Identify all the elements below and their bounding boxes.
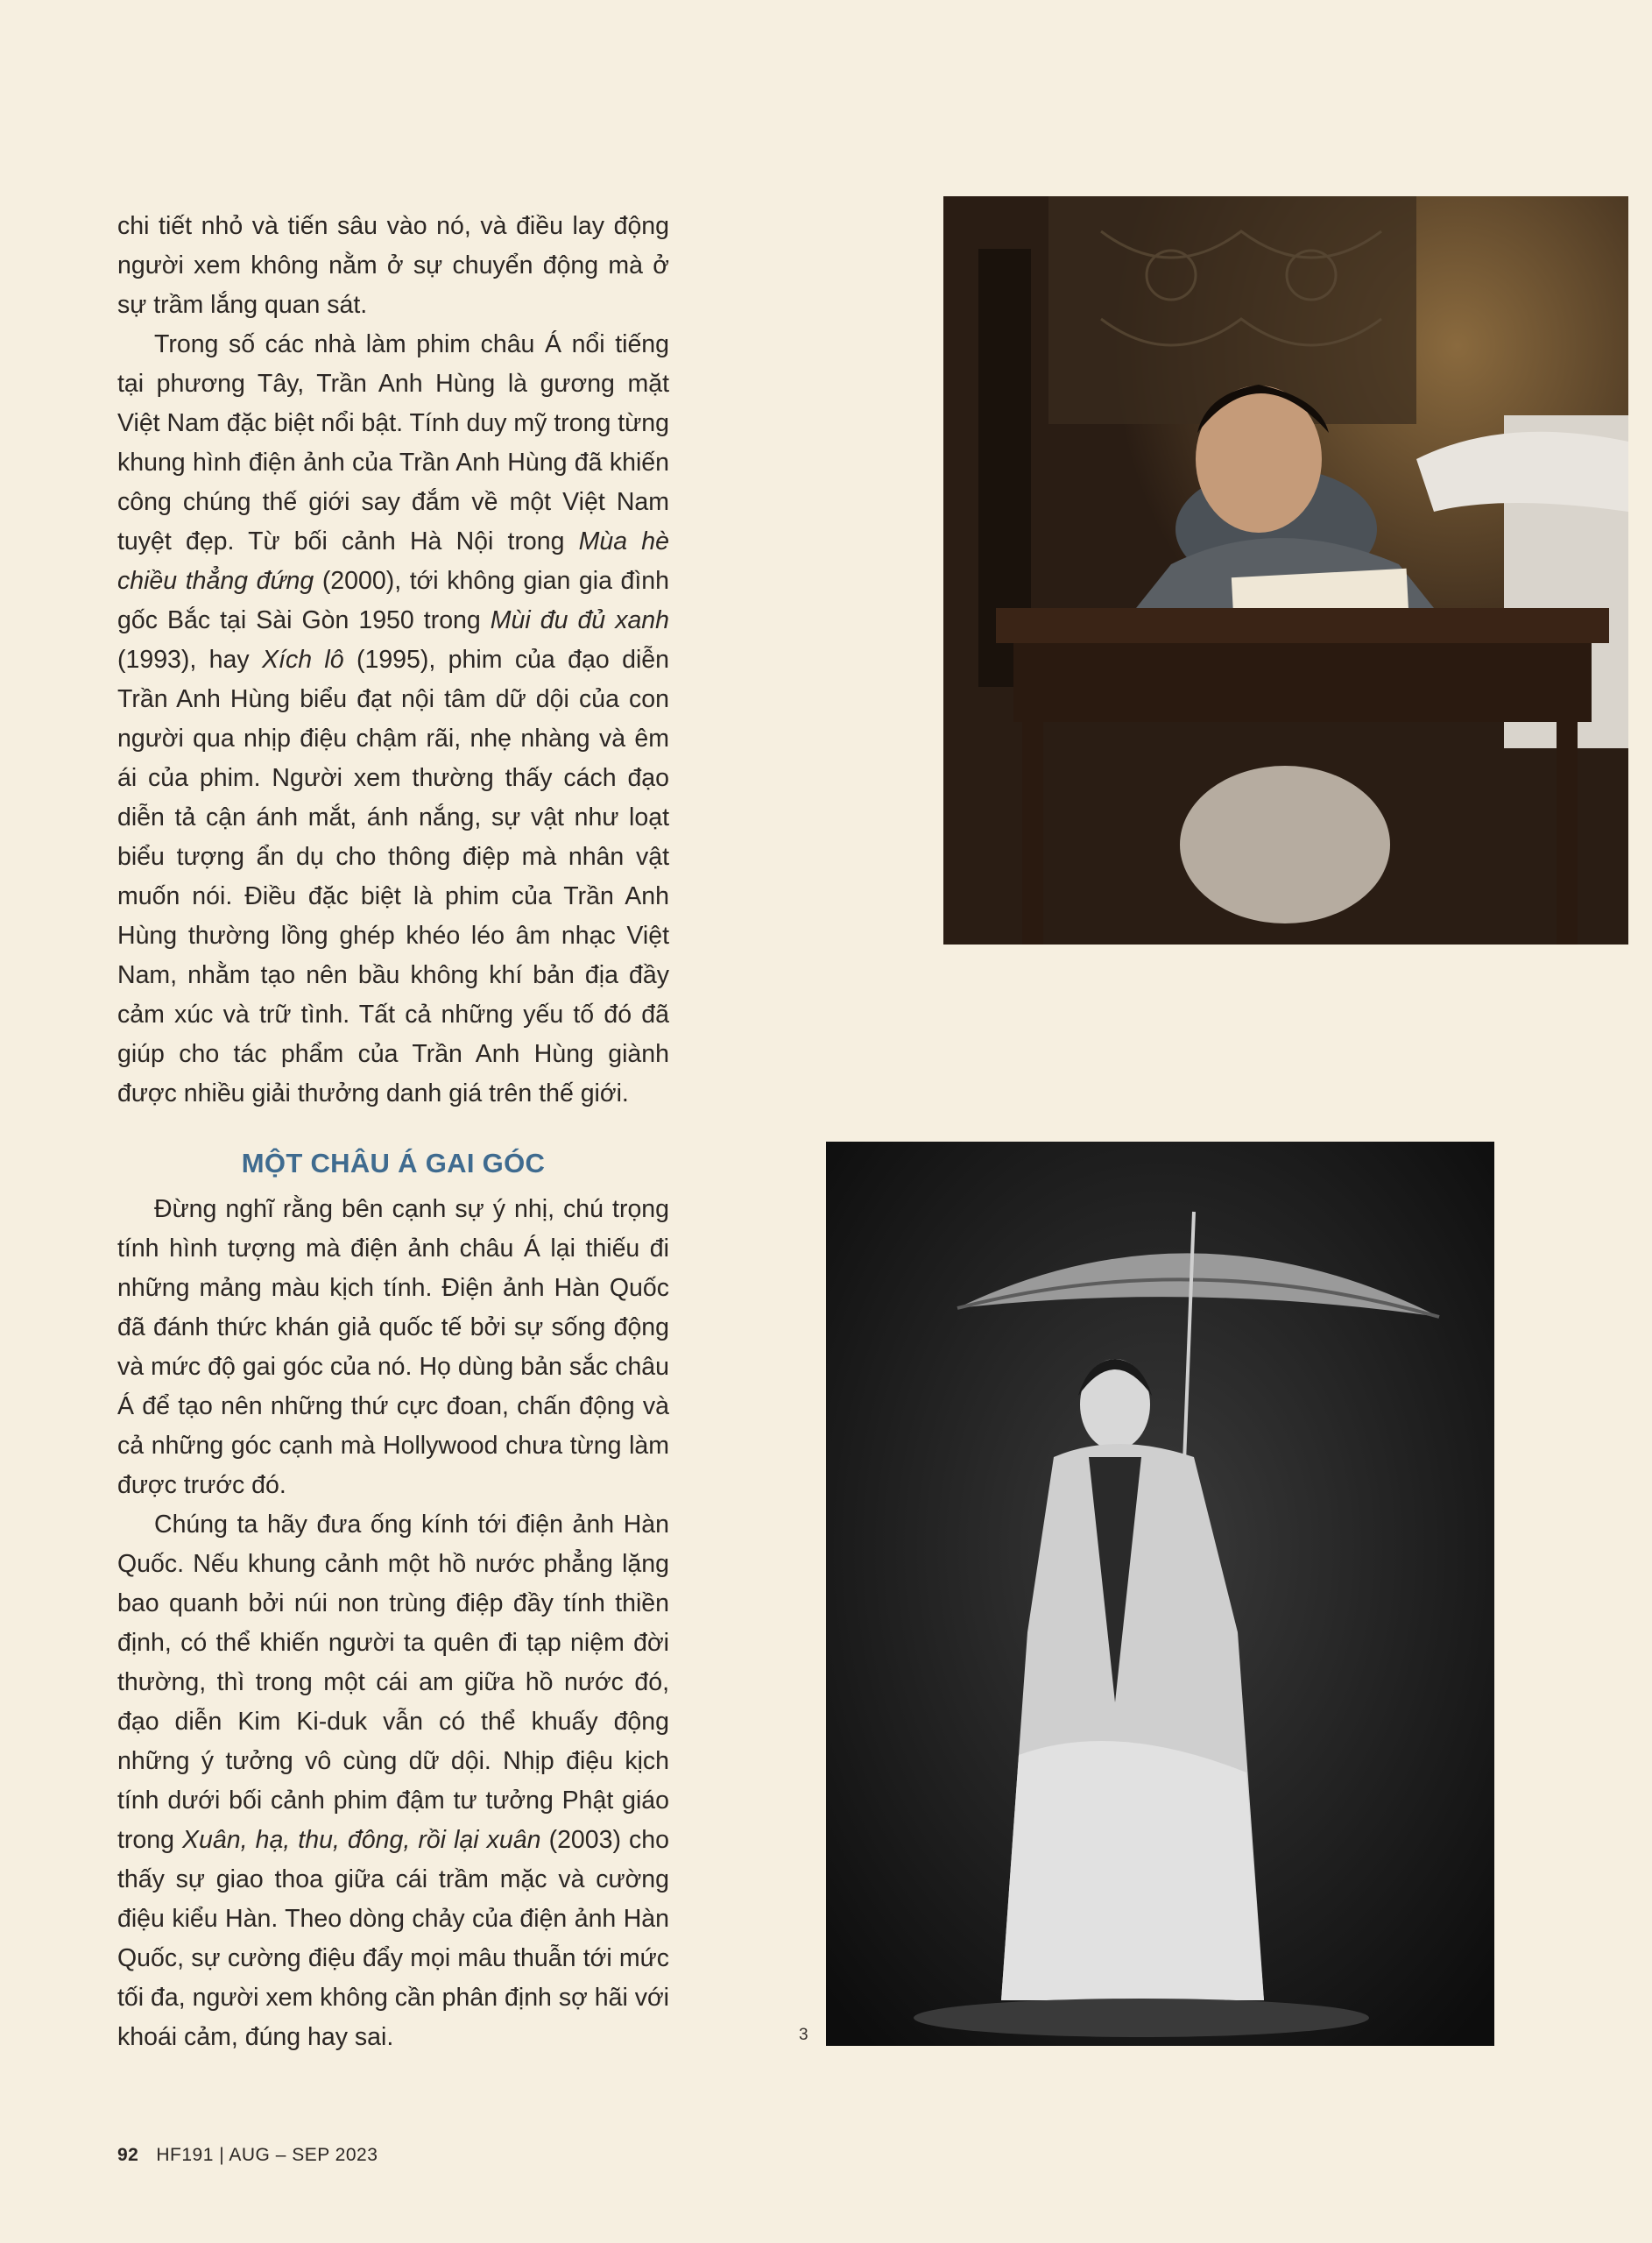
page-footer bbox=[117, 2145, 378, 2166]
text-run: Đừng nghĩ rằng bên cạnh sự ý nhị, chú trọng tính hình tượng mà điện ảnh châu Á lại thiếu đi những mảng màu kịch tính. Điện ảnh Hàn Quốc đã đánh thức khán giả quốc tế bởi sự sống động và mức độ gai góc của nó. Họ dùng bản sắc châu Á để tạo nên những thứ cực đoan, chấn động và cả những góc cạnh mà Hollywood chưa từng làm được trước đó. bbox=[117, 1195, 669, 1499]
film-still-girl-writing-illustration bbox=[943, 196, 1628, 945]
article-paragraph bbox=[117, 1190, 669, 1505]
film-title: Mùi đu đủ xanh bbox=[490, 606, 669, 634]
article-column-top bbox=[117, 207, 669, 1114]
text-run: Chúng ta hãy đưa ống kính tới điện ảnh Hàn Quốc. Nếu khung cảnh một hồ nước phẳng lặng bao quanh bởi núi non trùng điệp đầy tính thiền định, có thể khiến người ta quên đi tạp niệm đời thường, thì trong một cái am giữa hồ nước đó, đạo diễn Kim Ki-duk vẫn có thể khuấy động những ý tưởng vô cùng dữ dội. Nhịp điệu kịch tính dưới bối cảnh phim đậm tư tưởng Phật giáo trong bbox=[117, 1511, 669, 1854]
film-still-woman-umbrella bbox=[826, 1142, 1494, 2046]
film-title: Xích lô bbox=[262, 646, 344, 674]
article-paragraph bbox=[117, 207, 669, 325]
article-column-bottom bbox=[117, 1190, 669, 2057]
film-still-woman-umbrella-illustration bbox=[826, 1142, 1494, 2046]
section-heading: MỘT CHÂU Á GAI GÓC bbox=[241, 1148, 546, 1178]
page-number: 92 bbox=[117, 2145, 139, 2165]
article-paragraph bbox=[117, 325, 669, 1114]
text-run: (2003) cho thấy sự giao thoa giữa cái trầm mặc và cường điệu kiểu Hàn. Theo dòng chảy của điện ảnh Hàn Quốc, sự cường điệu đẩy mọi mâu thuẫn tới mức tối đa, người xem không cần phân định sợ hãi với khoái cảm, đúng hay sai. bbox=[117, 1826, 669, 2051]
film-still-girl-writing bbox=[943, 196, 1628, 945]
text-run: (2000), tới không gian gia đình gốc Bắc tại Sài Gòn 1950 trong bbox=[117, 567, 669, 634]
issue-label: HF191 | AUG – SEP 2023 bbox=[156, 2145, 378, 2165]
photo-caption-number: 3 bbox=[799, 2026, 808, 2044]
article-paragraph bbox=[117, 1505, 669, 2057]
film-title: Xuân, hạ, thu, đông, rồi lại xuân bbox=[182, 1826, 541, 1854]
text-run: Trong số các nhà làm phim châu Á nổi tiếng tại phương Tây, Trần Anh Hùng là gương mặt Việt Nam đặc biệt nổi bật. Tính duy mỹ trong từng khung hình điện ảnh của Trần Anh Hùng đã khiến công chúng thế giới say đắm về một Việt Nam tuyệt đẹp. Từ bối cảnh Hà Nội trong bbox=[117, 330, 669, 555]
text-run: (1993), hay bbox=[117, 646, 263, 674]
film-title: Mùa hè chiều thẳng đứng bbox=[117, 527, 669, 595]
text-run: (1995), phim của đạo diễn Trần Anh Hùng biểu đạt nội tâm dữ dội của con người qua nhịp điệu chậm rãi, nhẹ nhàng và êm ái của phim. Người xem thường thấy cách đạo diễn tả cận ánh mắt, ánh nắng, sự vật như loạt biểu tượng ẩn dụ cho thông điệp mà nhân vật muốn nói. Điều đặc biệt là phim của Trần Anh Hùng thường lồng ghép khéo léo âm nhạc Việt Nam, nhằm tạo nên bầu không khí bản địa đầy cảm xúc và trữ tình. Tất cả những yếu tố đó đã giúp cho tác phẩm của Trần Anh Hùng giành được nhiều giải thưởng danh giá trên thế giới. bbox=[117, 646, 669, 1107]
text-run: chi tiết nhỏ và tiến sâu vào nó, và điều lay động người xem không nằm ở sự chuyển động mà ở sự trầm lắng quan sát. bbox=[117, 212, 669, 319]
